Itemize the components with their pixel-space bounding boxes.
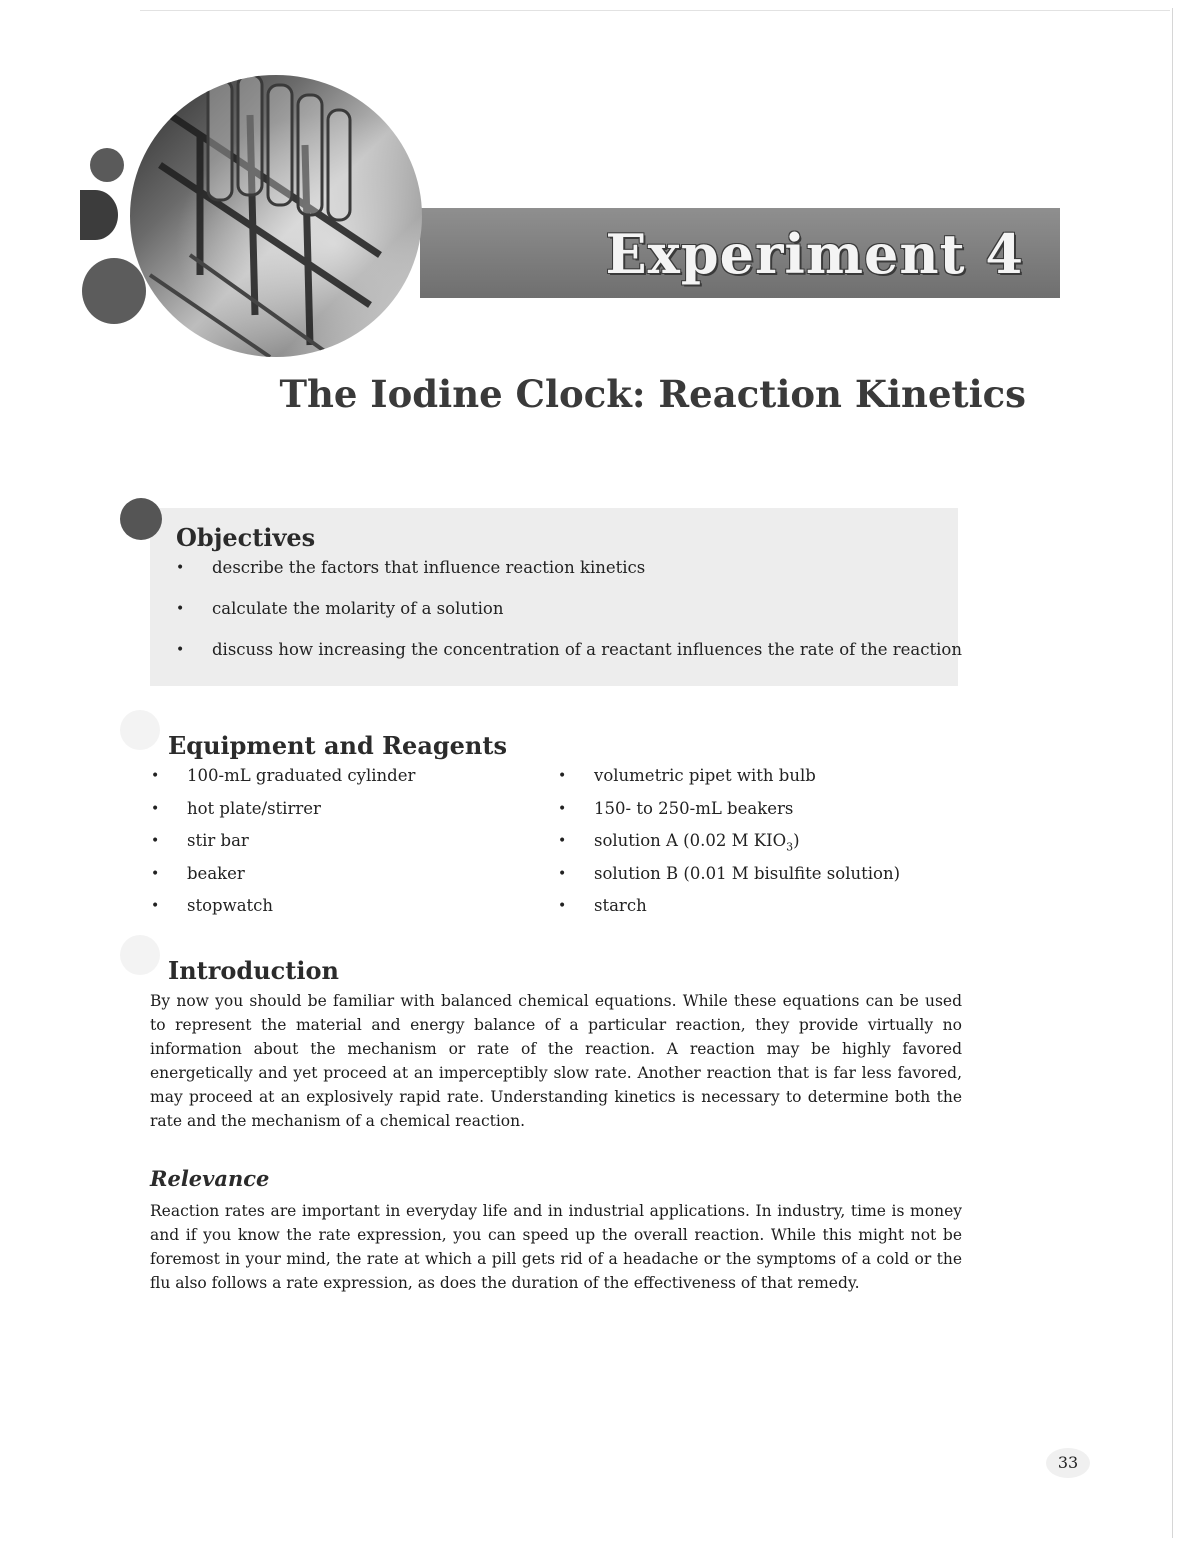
- list-item: • describe the factors that influence reaction kinetics: [176, 557, 962, 598]
- list-item: • stir bar: [151, 830, 415, 863]
- experiment-title-bar: [420, 208, 1060, 298]
- kio3-subscript: 3: [786, 840, 794, 854]
- decorative-half-circle: [80, 190, 118, 240]
- test-tube-rack-illustration: [130, 75, 422, 357]
- relevance-paragraph: Reaction rates are important in everyday life and in industrial applications. In industry, time is money and if you know the rate expression, you can speed up the overall reaction. While this might not be foremost in your mind, the rate at which a pill gets rid of a headache or the symptoms of a cold or the flu also follows a rate expression, as does the duration of the effectiveness of that remedy.: [150, 1202, 962, 1292]
- list-item: • discuss how increasing the concentration of a reactant influences the rate of the reaction: [176, 639, 962, 680]
- equipment-list-right: [558, 765, 900, 928]
- scan-edge-right: [1172, 8, 1173, 1538]
- introduction-paragraph: By now you should be familiar with balanced chemical equations. While these equations can be used to represent the material and energy balance of a particular reaction, they provide virtually no information about the mechanism or rate of the reaction. A reaction may be highly favored energetically and yet proceed at an imperceptibly slow rate. Another reaction that is far less favored, may proceed at an explosively rapid rate. Understanding kinetics is necessary to determine both the rate and the mechanism of a chemical reaction.: [150, 992, 962, 1130]
- list-item: • starch: [558, 895, 900, 928]
- list-item: • 100-mL graduated cylinder: [151, 765, 415, 798]
- introduction-heading: Introduction: [168, 956, 339, 985]
- experiment-label: Experiment 4: [605, 222, 1024, 286]
- page-title: The Iodine Clock: Reaction Kinetics: [279, 372, 1026, 416]
- objectives-circle-icon: [120, 498, 162, 540]
- test-tube-rack-photo: [130, 75, 422, 357]
- list-item: • calculate the molarity of a solution: [176, 598, 962, 639]
- list-item: • solution B (0.01 M bisulfite solution): [558, 863, 900, 896]
- equipment-heading: Equipment and Reagents: [168, 731, 507, 760]
- list-item: • volumetric pipet with bulb: [558, 765, 900, 798]
- introduction-circle-icon: [120, 935, 160, 975]
- list-item: • 150- to 250-mL beakers: [558, 798, 900, 831]
- list-item: • hot plate/stirrer: [151, 798, 415, 831]
- solution-a-text: solution A (0.02 M KIO: [594, 831, 787, 850]
- page-number: 33: [1046, 1448, 1090, 1478]
- decorative-circle-small: [90, 148, 124, 182]
- solution-a-close: ): [793, 831, 800, 850]
- scan-edge-top: [140, 10, 1170, 11]
- list-item: [558, 830, 900, 863]
- relevance-heading: Relevance: [150, 1166, 270, 1191]
- objectives-heading: Objectives: [176, 523, 316, 552]
- list-item: • stopwatch: [151, 895, 415, 928]
- equipment-list-left: [151, 765, 415, 928]
- list-item: • beaker: [151, 863, 415, 896]
- objectives-list: [176, 557, 962, 680]
- equipment-circle-icon: [120, 710, 160, 750]
